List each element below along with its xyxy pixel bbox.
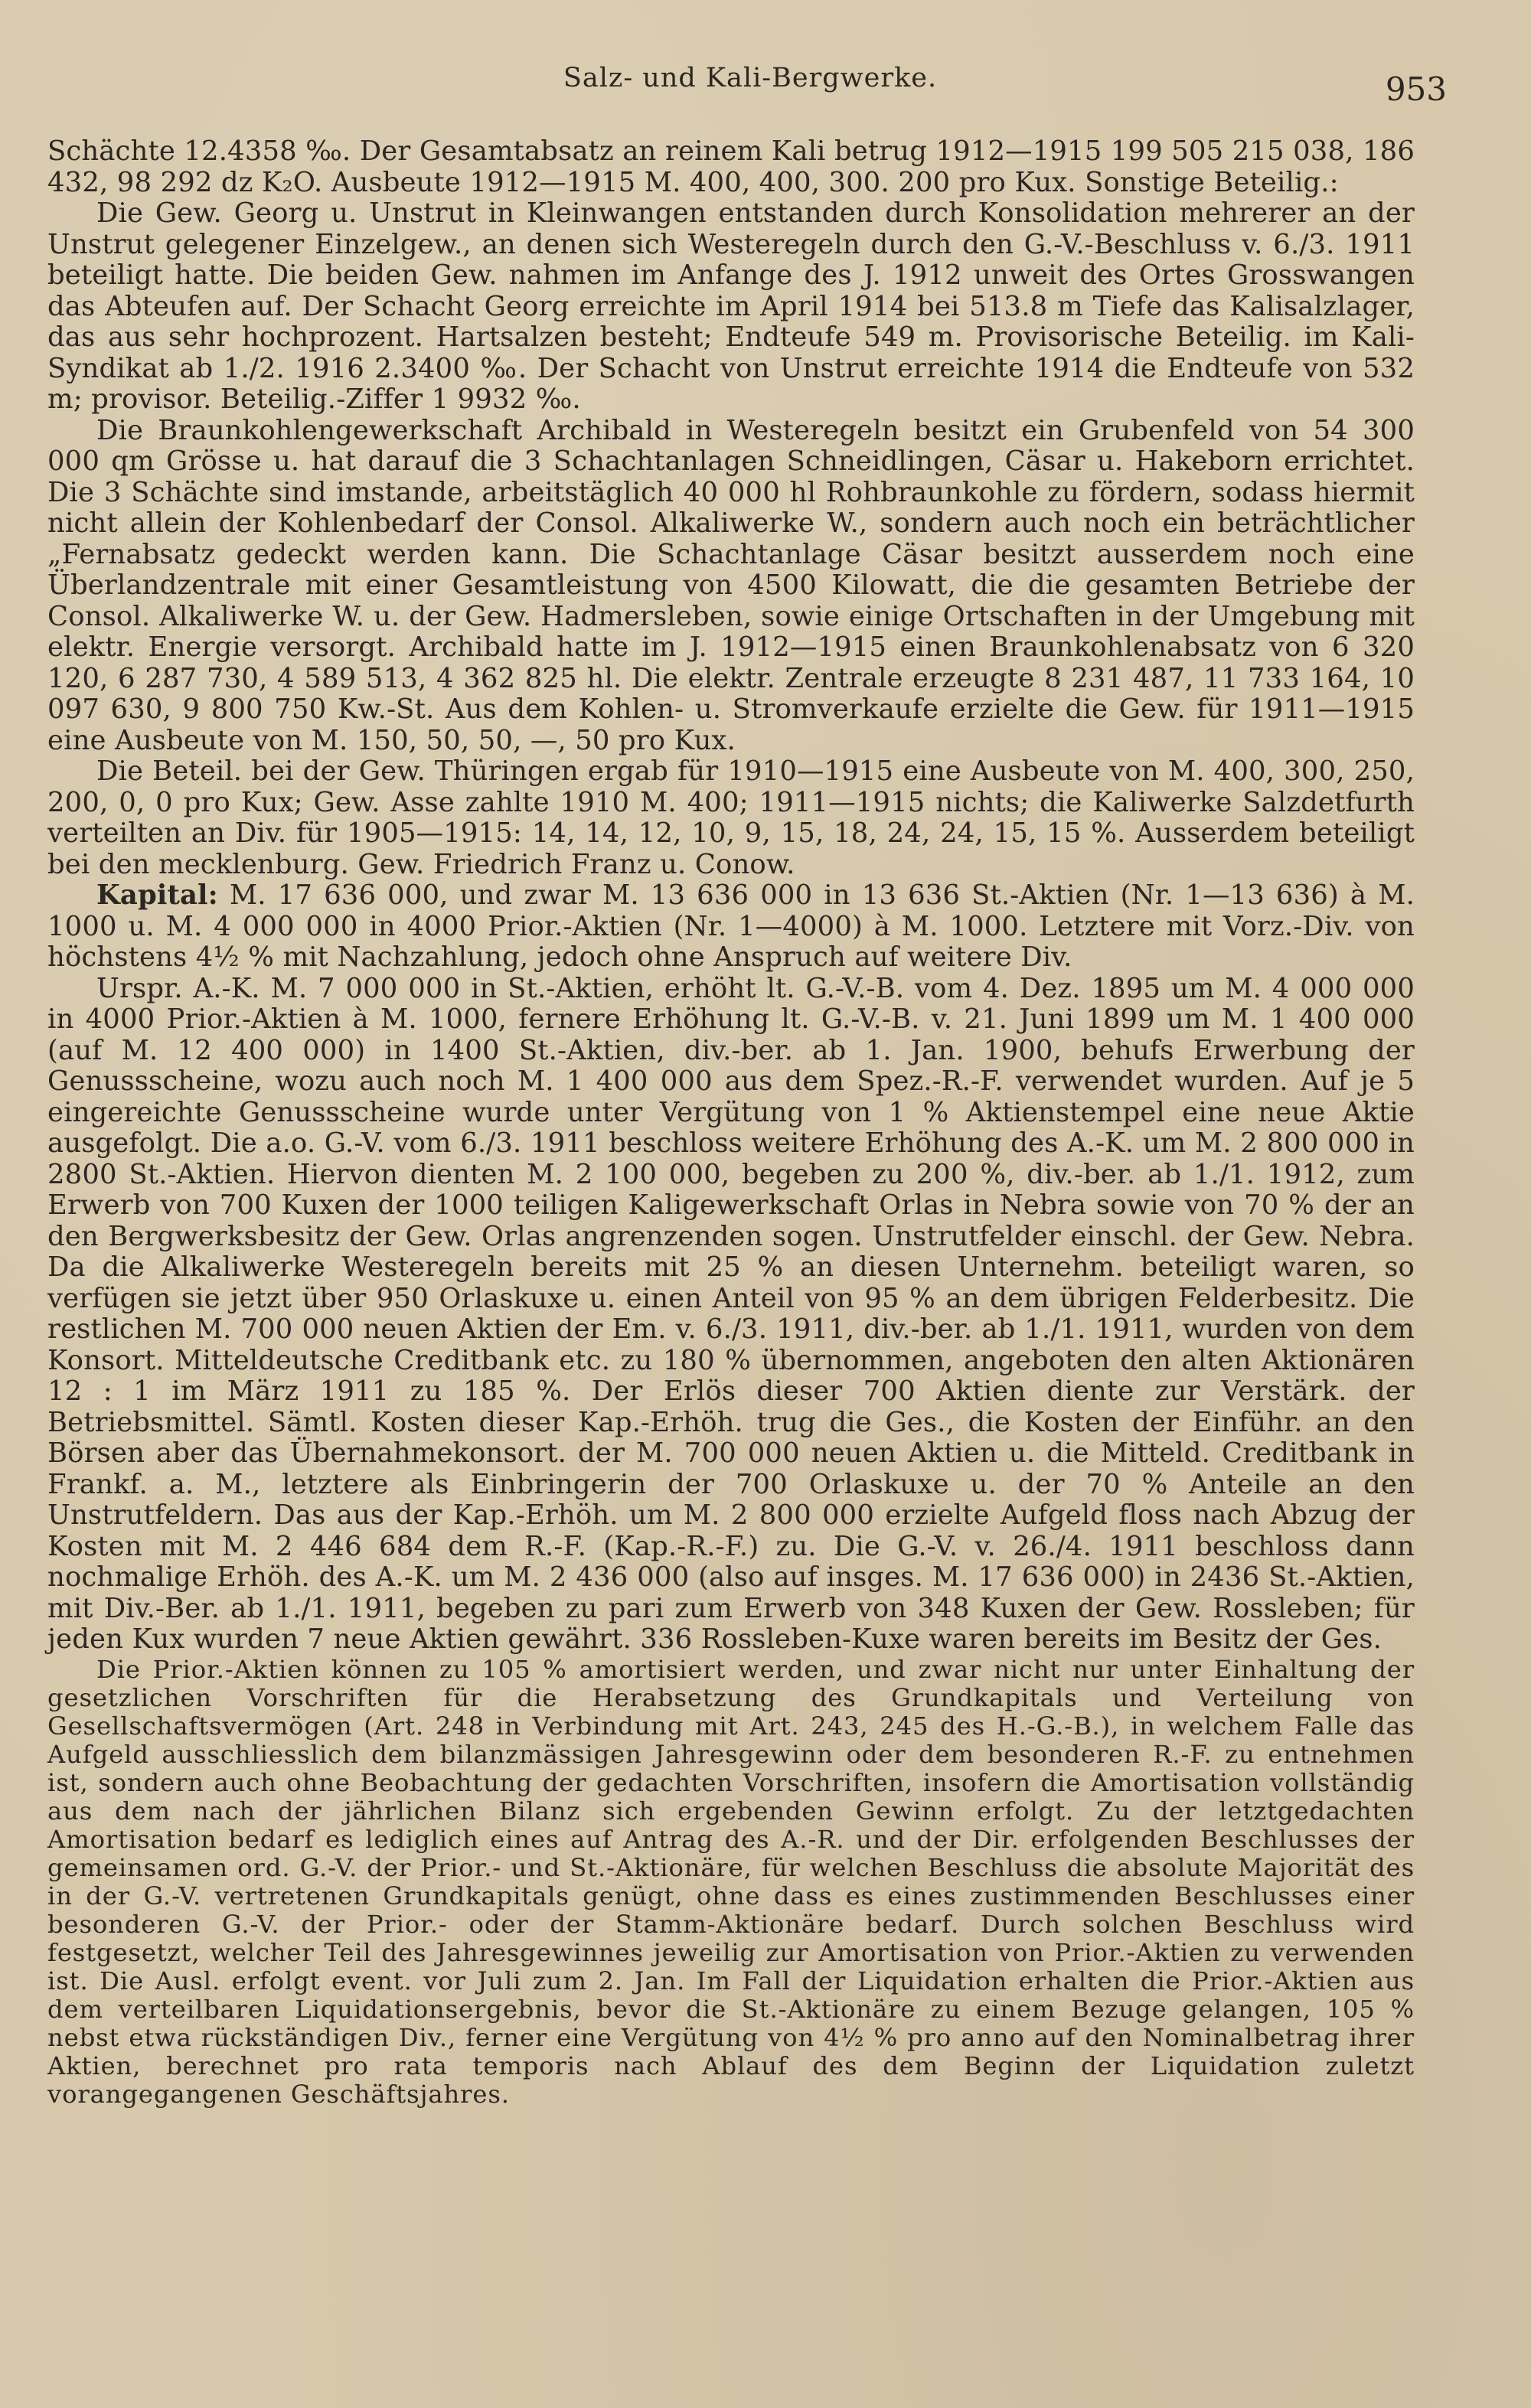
- running-head: Salz- und Kali-Bergwerke.: [563, 63, 938, 93]
- paragraph-text: Schächte 12.4358 ‰. Der Gesamtabsatz an reinem Kali betrug 1912—1915 199 505 215 038, 186 432, 98 292 dz K₂O. Ausbeute 1912—1915 M. 400, 400, 300. 200 pro Kux. Sonstige Beteilig.:: [47, 135, 1415, 198]
- paragraph-thueringen: [47, 756, 1415, 880]
- paragraph-text: Die Braunkohlengewerkschaft Archibald in Westeregeln besitzt ein Grubenfeld von 54 300 000 qm Grösse u. hat darauf die 3 Schachtanlagen Schneidlingen, Cäsar u. Hakeborn errichtet. Die 3 Schächte sind imstande, arbeitstäglich 40 000 hl Rohbraunkohle zu fördern, sodass hiermit nicht allein der Kohlenbedarf der Consol. Alkaliwerke W., sondern auch noch ein beträchtlicher „Fernabsatz gedeckt werden kann. Die Schachtanlage Cäsar besitzt ausserdem noch eine Überlandzentrale mit einer Gesamtleistung von 4500 Kilowatt, die die gesamten Betriebe der Consol. Alkaliwerke W. u. der Gew. Hadmersleben, sowie einige Ortschaften in der Umgebung mit elektr. Energie versorgt. Archibald hatte im J. 1912—1915 einen Braunkohlenabsatz von 6 320 120, 6 287 730, 4 589 513, 4 362 825 hl. Die elektr. Zentrale erzeugte 8 231 487, 11 733 164, 10 097 630, 9 800 750 Kw.-St. Aus dem Kohlen- u. Stromverkaufe erzielte die Gew. für 1911—1915 eine Ausbeute von M. 150, 50, 50, —, 50 pro Kux.: [47, 414, 1415, 756]
- paragraph-text: Die Prior.-Aktien können zu 105 % amortisiert werden, und zwar nicht nur unter Einhaltung der gesetzlichen Vorschriften für die Herabsetzung des Grundkapitals und Verteilung von Gesellschaftsvermögen (Art. 248 in Verbindung mit Art. 243, 245 des H.-G.-B.), in welchem Falle das Aufgeld ausschliesslich dem bilanzmässigen Jahresgewinn oder dem besonderen R.-F. zu entnehmen ist, sondern auch ohne Beobachtung der gedachten Vorschriften, insofern die Amortisation vollständig aus dem nach der jährlichen Bilanz sich ergebenden Gewinn erfolgt. Zu der letztgedachten Amortisation bedarf es lediglich eines auf Antrag des A.-R. und der Dir. erfolgenden Beschlusses der gemeinsamen ord. G.-V. der Prior.- und St.-Aktionäre, für welchen Beschluss die absolute Majorität des in der G.-V. vertretenen Grundkapitals genügt, ohne dass es eines zustimmenden Beschlusses einer besonderen G.-V. der Prior.- oder der Stamm-Aktionäre bedarf. Durch solchen Beschluss wird festgesetzt, welcher Teil des Jahresgewinnes jeweilig zur Amortisation von Prior.-Aktien zu verwenden ist. Die Ausl. erfolgt event. vor Juli zum 2. Jan. Im Fall der Liquidation erhalten die Prior.-Aktien aus dem verteilbaren Liquidationsergebnis, bevor die St.-Aktionäre zu einem Bezuge gelangen, 105 % nebst etwa rückständigen Div., ferner eine Vergütung von 4½ % pro anno auf den Nominalbetrag ihrer Aktien, berechnet pro rata temporis nach Ablauf des dem Beginn der Liquidation zuletzt vorangegangenen Geschäftsjahres.: [47, 1654, 1415, 2109]
- paragraph-urspr-ak: [47, 974, 1415, 1656]
- paragraph-text: M. 17 636 000, und zwar M. 13 636 000 in 13 636 St.-Aktien (Nr. 1—13 636) à M. 1000 u. M. 4 000 000 in 4000 Prior.-Aktien (Nr. 1—4000) à M. 1000. Letztere mit Vorz.-Div. von höchstens 4½ % mit Nachzahlung, jedoch ohne Anspruch auf weitere Div.: [47, 879, 1415, 973]
- paragraph-kapital: [47, 880, 1415, 974]
- paragraph-text: Die Beteil. bei der Gew. Thüringen ergab für 1910—1915 eine Ausbeute von M. 400, 300, 250, 200, 0, 0 pro Kux; Gew. Asse zahlte 1910 M. 400; 1911—1915 nichts; die Kaliwerke Salzdetfurth verteilten an Div. für 1905—1915: 14, 14, 12, 10, 9, 15, 18, 24, 24, 15, 15 %. Ausserdem beteiligt bei den mecklenburg. Gew. Friedrich Franz u. Conow.: [47, 755, 1415, 880]
- paragraph-text: Die Gew. Georg u. Unstrut in Kleinwangen entstanden durch Konsolidation mehrerer an der Unstrut gelegener Einzelgew., an denen sich Westeregeln durch den G.-V.-Beschluss v. 6./3. 1911 beteiligt hatte. Die beiden Gew. nahmen im Anfange des J. 1912 unweit des Ortes Grosswangen das Abteufen auf. Der Schacht Georg erreichte im April 1914 bei 513.8 m Tiefe das Kalisalzlager, das aus sehr hochprozent. Hartsalzen besteht; Endteufe 549 m. Provisorische Beteilig. im Kali-Syndikat ab 1./2. 1916 2.3400 ‰. Der Schacht von Unstrut erreichte 1914 die Endteufe von 532 m; provisor. Beteilig.-Ziffer 1 9932 ‰.: [47, 197, 1415, 415]
- paragraph-prior-aktien: [47, 1656, 1415, 2109]
- paragraph-archibald: [47, 416, 1415, 757]
- paragraph-lead: Kapital:: [96, 879, 218, 911]
- page-number: 953: [1385, 70, 1447, 108]
- paragraph-continuation: [47, 136, 1415, 198]
- body-text: [47, 136, 1415, 2341]
- paragraph-gew-georg-unstrut: [47, 198, 1415, 416]
- paragraph-text: Urspr. A.-K. M. 7 000 000 in St.-Aktien, erhöht lt. G.-V.-B. vom 4. Dez. 1895 um M. 4 000 000 in 4000 Prior.-Aktien à M. 1000, fernere Erhöhung lt. G.-V.-B. v. 21. Juni 1899 um M. 1 400 000 (auf M. 12 400 000) in 1400 St.-Aktien, div.-ber. ab 1. Jan. 1900, behufs Erwerbung der Genussscheine, wozu auch noch M. 1 400 000 aus dem Spez.-R.-F. verwendet wurden. Auf je 5 eingereichte Genussscheine wurde unter Vergütung von 1 % Aktienstempel eine neue Aktie ausgefolgt. Die a.o. G.-V. vom 6./3. 1911 beschloss weitere Erhöhung des A.-K. um M. 2 800 000 in 2800 St.-Aktien. Hiervon dienten M. 2 100 000, begeben zu 200 %, div.-ber. ab 1./1. 1912, zum Erwerb von 700 Kuxen der 1000 teiligen Kaligewerkschaft Orlas in Nebra sowie von 70 % der an den Bergwerksbesitz der Gew. Orlas angrenzenden sogen. Unstrutfelder einschl. der Gew. Nebra. Da die Alkaliwerke Westeregeln bereits mit 25 % an diesen Unternehm. beteiligt waren, so verfügen sie jetzt über 950 Orlaskuxe u. einen Anteil von 95 % an dem übrigen Felderbesitz. Die restlichen M. 700 000 neuen Aktien der Em. v. 6./3. 1911, div.-ber. ab 1./1. 1911, wurden von dem Konsort. Mitteldeutsche Creditbank etc. zu 180 % übernommen, angeboten den alten Aktionären 12 : 1 im März 1911 zu 185 %. Der Erlös dieser 700 Aktien diente zur Verstärk. der Betriebsmittel. Sämtl. Kosten dieser Kap.-Erhöh. trug die Ges., die Kosten der Einführ. an den Börsen aber das Übernahmekonsort. der M. 700 000 neuen Aktien u. die Mitteld. Creditbank in Frankf. a. M., letztere als Einbringerin der 700 Orlaskuxe u. der 70 % Anteile an den Unstrutfeldern. Das aus der Kap.-Erhöh. um M. 2 800 000 erzielte Aufgeld floss nach Abzug der Kosten mit M. 2 446 684 dem R.-F. (Kap.-R.-F.) zu. Die G.-V. v. 26./4. 1911 beschloss dann nochmalige Erhöh. des A.-K. um M. 2 436 000 (also auf insges. M. 17 636 000) in 2436 St.-Aktien, mit Div.-Ber. ab 1./1. 1911, begeben zu pari zum Erwerb von 348 Kuxen der Gew. Rossleben; für jeden Kux wurden 7 neue Aktien gewährt. 336 Rossleben-Kuxe waren bereits im Besitz der Ges.: [47, 972, 1415, 1655]
- page-header: [0, 0, 1531, 115]
